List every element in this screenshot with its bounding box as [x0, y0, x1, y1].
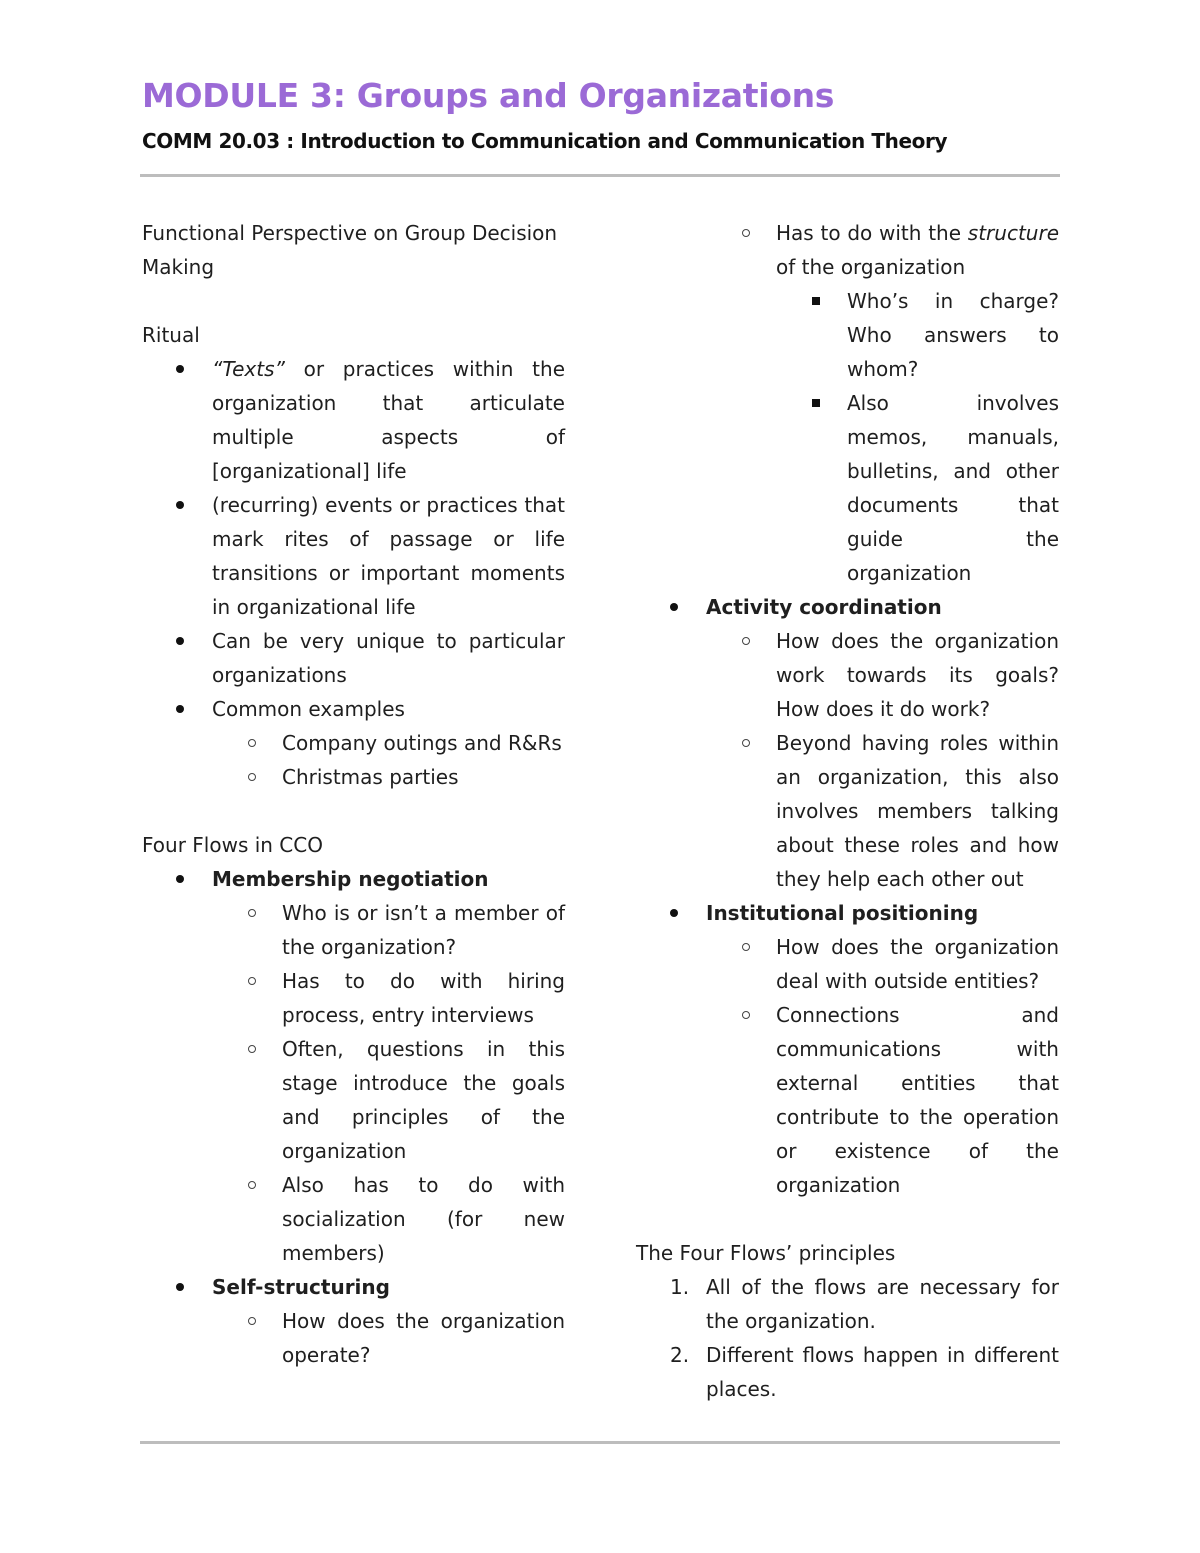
list-item — [142, 488, 565, 624]
bullet-icon — [176, 624, 184, 658]
header-divider — [140, 174, 1060, 177]
list-item-text: Beyond having roles within an organization, this also involves members talking about these roles and how they help each other out — [776, 731, 1059, 891]
flow-label-self-structuring: Self-structuring — [212, 1275, 390, 1299]
list-item — [636, 590, 1059, 624]
left-column — [142, 216, 565, 1372]
circle-bullet-icon — [248, 1168, 256, 1202]
bullet-icon — [176, 352, 184, 386]
section-heading-ritual: Ritual — [142, 323, 200, 347]
list-item-text: or practices within the organization that articulate multiple aspects of [organizational] life — [212, 357, 565, 483]
list-item-text: (recurring) events or practices that mark rites of passage or life transitions or important moments in organizational life — [212, 493, 565, 619]
flow-label-activity-coordination: Activity coordination — [706, 595, 942, 619]
list-item — [636, 726, 1059, 896]
circle-bullet-icon — [248, 1032, 256, 1066]
list-item — [636, 1270, 1059, 1338]
list-item-text: All of the flows are necessary for the organization. — [706, 1275, 1059, 1333]
list-item — [636, 1338, 1059, 1406]
list-item — [142, 1270, 565, 1304]
bullet-icon — [176, 692, 184, 726]
square-bullet-icon — [812, 386, 820, 420]
list-item-text: Also has to do with socialization (for new members) — [282, 1173, 565, 1265]
list-item — [142, 964, 565, 1032]
italic-text: structure — [967, 221, 1059, 245]
list-item-text: How does the organization work towards its goals? How does it do work? — [776, 629, 1059, 721]
section-heading-four-flows: Four Flows in CCO — [142, 833, 323, 857]
list-item — [142, 1168, 565, 1270]
list-item — [636, 284, 1059, 386]
list-item-text: Has to do with hiring process, entry interviews — [282, 969, 565, 1027]
circle-bullet-icon — [742, 726, 750, 760]
list-item — [142, 726, 565, 760]
list-item-text: Also involves memos, manuals, bulletins, and other documents that guide the organization — [847, 391, 1059, 585]
page-title: MODULE 3: Groups and Organizations — [142, 76, 835, 115]
bullet-icon — [176, 1270, 184, 1304]
footer-divider — [140, 1441, 1060, 1444]
list-item-text: How does the organization operate? — [282, 1309, 565, 1367]
circle-bullet-icon — [742, 624, 750, 658]
bullet-icon — [670, 590, 678, 624]
list-item — [142, 862, 565, 896]
list-item-text: Common examples — [212, 697, 405, 721]
list-item-text: Has to do with the — [776, 221, 968, 245]
list-item — [636, 624, 1059, 726]
flow-label-institutional-positioning: Institutional positioning — [706, 901, 979, 925]
flow-label-membership: Membership negotiation — [212, 867, 489, 891]
list-item-text: Connections and communications with external entities that contribute to the operation or existence of the organization — [776, 1003, 1059, 1197]
right-column — [636, 216, 1059, 1406]
circle-bullet-icon — [742, 998, 750, 1032]
list-item — [142, 1304, 565, 1372]
list-item — [142, 624, 565, 692]
circle-bullet-icon — [248, 726, 256, 760]
list-item — [142, 352, 565, 488]
list-item — [636, 216, 1059, 284]
section-heading-functional-perspective: Functional Perspective on Group Decision Making — [142, 221, 558, 279]
list-item — [142, 692, 565, 726]
list-number: 2. — [670, 1343, 690, 1367]
list-item — [636, 998, 1059, 1202]
list-item-text: of the organization — [776, 255, 966, 279]
square-bullet-icon — [812, 284, 820, 318]
circle-bullet-icon — [742, 930, 750, 964]
circle-bullet-icon — [742, 216, 750, 250]
list-item-text: Often, questions in this stage introduce the goals and principles of the organization — [282, 1037, 565, 1163]
list-item — [636, 386, 1059, 590]
circle-bullet-icon — [248, 896, 256, 930]
course-subtitle: COMM 20.03 : Introduction to Communication and Communication Theory — [142, 129, 948, 153]
list-item-text: Christmas parties — [282, 765, 459, 789]
bullet-icon — [176, 488, 184, 522]
list-item — [142, 896, 565, 964]
italic-text: “Texts” — [212, 357, 285, 381]
list-item — [142, 760, 565, 794]
list-item — [636, 896, 1059, 930]
bullet-icon — [670, 896, 678, 930]
circle-bullet-icon — [248, 964, 256, 998]
list-item-text: Who’s in charge? Who answers to whom? — [847, 289, 1059, 381]
list-number: 1. — [670, 1275, 690, 1299]
list-item-text: Who is or isn’t a member of the organization? — [282, 901, 565, 959]
circle-bullet-icon — [248, 1304, 256, 1338]
list-item-text: Can be very unique to particular organizations — [212, 629, 565, 687]
list-item-text: Company outings and R&Rs — [282, 731, 562, 755]
list-item-text: Different flows happen in different places. — [706, 1343, 1059, 1401]
list-item — [142, 1032, 565, 1168]
list-item — [636, 930, 1059, 998]
circle-bullet-icon — [248, 760, 256, 794]
bullet-icon — [176, 862, 184, 896]
section-heading-principles: The Four Flows’ principles — [636, 1241, 896, 1265]
list-item-text: How does the organization deal with outside entities? — [776, 935, 1059, 993]
